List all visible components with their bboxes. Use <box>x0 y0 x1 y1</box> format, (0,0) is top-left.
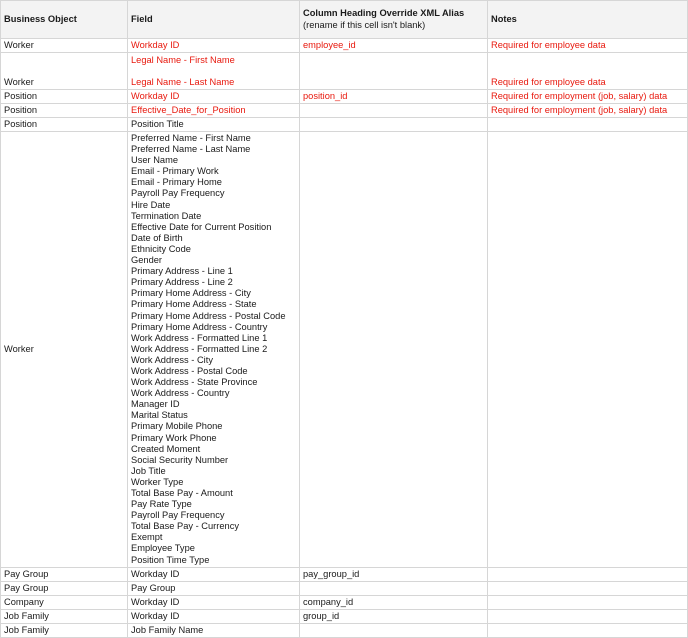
cell-notes[interactable]: Required for employment (job, salary) data <box>488 104 688 118</box>
field-list-item: Primary Address - Line 1 <box>131 266 233 277</box>
field-list-item: Hire Date <box>131 199 171 210</box>
field-list-item: Total Base Pay - Amount <box>131 488 233 498</box>
cell-field[interactable]: Workday ID <box>128 90 300 104</box>
field-list-item: Preferred Name - Last Name <box>131 144 251 155</box>
field-list-item: Work Address - Country <box>131 388 230 399</box>
cell-business-object[interactable]: Position <box>1 104 128 118</box>
cell-business-object[interactable]: Worker <box>1 53 128 90</box>
field-list-item: Payroll Pay Frequency <box>131 188 225 199</box>
field-list-item: Primary Work Phone <box>131 432 217 443</box>
cell-business-object[interactable]: Position <box>1 90 128 104</box>
table-row <box>1 595 688 609</box>
table-row <box>1 90 688 104</box>
field-line: Legal Name - First Name <box>131 55 235 65</box>
header-alias-subtitle: (rename if this cell isn't blank) <box>303 19 426 30</box>
cell-field[interactable]: Effective_Date_for_Position <box>128 104 300 118</box>
cell-business-object[interactable]: Pay Group <box>1 567 128 581</box>
field-list-item: Work Address - Postal Code <box>131 365 248 376</box>
field-list-item: Employee Type <box>131 543 195 554</box>
field-list-item: Primary Mobile Phone <box>131 421 223 432</box>
table-row <box>1 53 688 90</box>
cell-alias[interactable]: pay_group_id <box>300 567 488 581</box>
cell-business-object[interactable]: Job Family <box>1 623 128 637</box>
cell-notes[interactable]: Required for employee data <box>488 53 688 90</box>
cell-notes[interactable] <box>488 567 688 581</box>
header-alias[interactable] <box>300 1 488 39</box>
cell-alias[interactable] <box>300 623 488 637</box>
cell-field[interactable]: Position Title <box>128 118 300 132</box>
cell-field[interactable] <box>128 53 300 90</box>
header-row <box>1 1 688 39</box>
header-field[interactable]: Field <box>128 1 300 39</box>
cell-alias[interactable]: position_id <box>300 90 488 104</box>
field-list-item: Total Base Pay - Currency <box>131 521 239 532</box>
table-row <box>1 104 688 118</box>
cell-business-object[interactable]: Worker <box>1 132 128 568</box>
field-list-item: Position Time Type <box>131 554 210 565</box>
cell-alias[interactable] <box>300 104 488 118</box>
cell-alias[interactable]: group_id <box>300 609 488 623</box>
cell-business-object[interactable]: Pay Group <box>1 581 128 595</box>
field-line: Legal Name - Last Name <box>131 77 235 88</box>
field-list-item: Primary Home Address - Postal Code <box>131 310 286 321</box>
field-list-item: Work Address - Formatted Line 1 <box>131 332 268 343</box>
cell-alias[interactable] <box>300 118 488 132</box>
cell-field[interactable]: Workday ID <box>128 39 300 53</box>
table-row <box>1 132 688 568</box>
field-list-item: Payroll Pay Frequency <box>131 510 225 521</box>
cell-field-list[interactable] <box>128 132 300 568</box>
field-list-item: Marital Status <box>131 410 188 421</box>
field-list-item: Email - Primary Work <box>131 166 219 177</box>
cell-notes[interactable] <box>488 581 688 595</box>
cell-notes[interactable] <box>488 609 688 623</box>
field-list-item: Primary Address - Line 2 <box>131 277 233 288</box>
cell-alias[interactable]: company_id <box>300 595 488 609</box>
table-row <box>1 118 688 132</box>
cell-alias[interactable] <box>300 53 488 90</box>
table-row <box>1 567 688 581</box>
field-list-item: Job Title <box>131 465 166 476</box>
cell-field[interactable]: Workday ID <box>128 595 300 609</box>
cell-alias[interactable] <box>300 581 488 595</box>
field-list-item: Email - Primary Home <box>131 177 222 188</box>
cell-field[interactable]: Pay Group <box>128 581 300 595</box>
field-list-item: Termination Date <box>131 210 202 221</box>
cell-alias[interactable] <box>300 132 488 568</box>
field-list-item: Work Address - City <box>131 354 213 365</box>
field-list-item: Exempt <box>131 532 163 543</box>
field-list-item: Ethnicity Code <box>131 243 191 254</box>
field-list-item: Date of Birth <box>131 232 183 243</box>
cell-business-object[interactable]: Job Family <box>1 609 128 623</box>
field-list-item: Primary Home Address - Country <box>131 321 268 332</box>
field-list-item: Primary Home Address - State <box>131 299 257 310</box>
field-list-item: Gender <box>131 255 163 266</box>
field-list-item: Preferred Name - First Name <box>131 133 251 143</box>
table-row <box>1 609 688 623</box>
table-row <box>1 623 688 637</box>
table-row <box>1 581 688 595</box>
cell-field[interactable]: Workday ID <box>128 609 300 623</box>
field-list-item: Manager ID <box>131 399 180 410</box>
cell-notes[interactable] <box>488 132 688 568</box>
field-list-item: Pay Rate Type <box>131 499 192 510</box>
field-list-item: Work Address - State Province <box>131 377 258 388</box>
table-row <box>1 39 688 53</box>
cell-business-object[interactable]: Company <box>1 595 128 609</box>
field-list-item: Social Security Number <box>131 454 229 465</box>
field-list-item: User Name <box>131 155 179 166</box>
header-notes[interactable]: Notes <box>488 1 688 39</box>
header-business-object[interactable]: Business Object <box>1 1 128 39</box>
field-list-item: Work Address - Formatted Line 2 <box>131 343 268 354</box>
field-list-item: Effective Date for Current Position <box>131 221 272 232</box>
field-list-item: Created Moment <box>131 443 201 454</box>
field-list-item: Worker Type <box>131 476 184 487</box>
cell-business-object[interactable]: Position <box>1 118 128 132</box>
cell-notes[interactable] <box>488 118 688 132</box>
cell-alias[interactable]: employee_id <box>300 39 488 53</box>
field-list-item: Primary Home Address - City <box>131 288 251 299</box>
cell-notes[interactable]: Required for employee data <box>488 39 688 53</box>
cell-field[interactable]: Job Family Name <box>128 623 300 637</box>
cell-business-object[interactable]: Worker <box>1 39 128 53</box>
cell-field[interactable]: Workday ID <box>128 567 300 581</box>
cell-notes[interactable] <box>488 595 688 609</box>
cell-notes[interactable] <box>488 623 688 637</box>
header-alias-title: Column Heading Override XML Alias <box>303 8 465 19</box>
cell-notes[interactable]: Required for employment (job, salary) data <box>488 90 688 104</box>
